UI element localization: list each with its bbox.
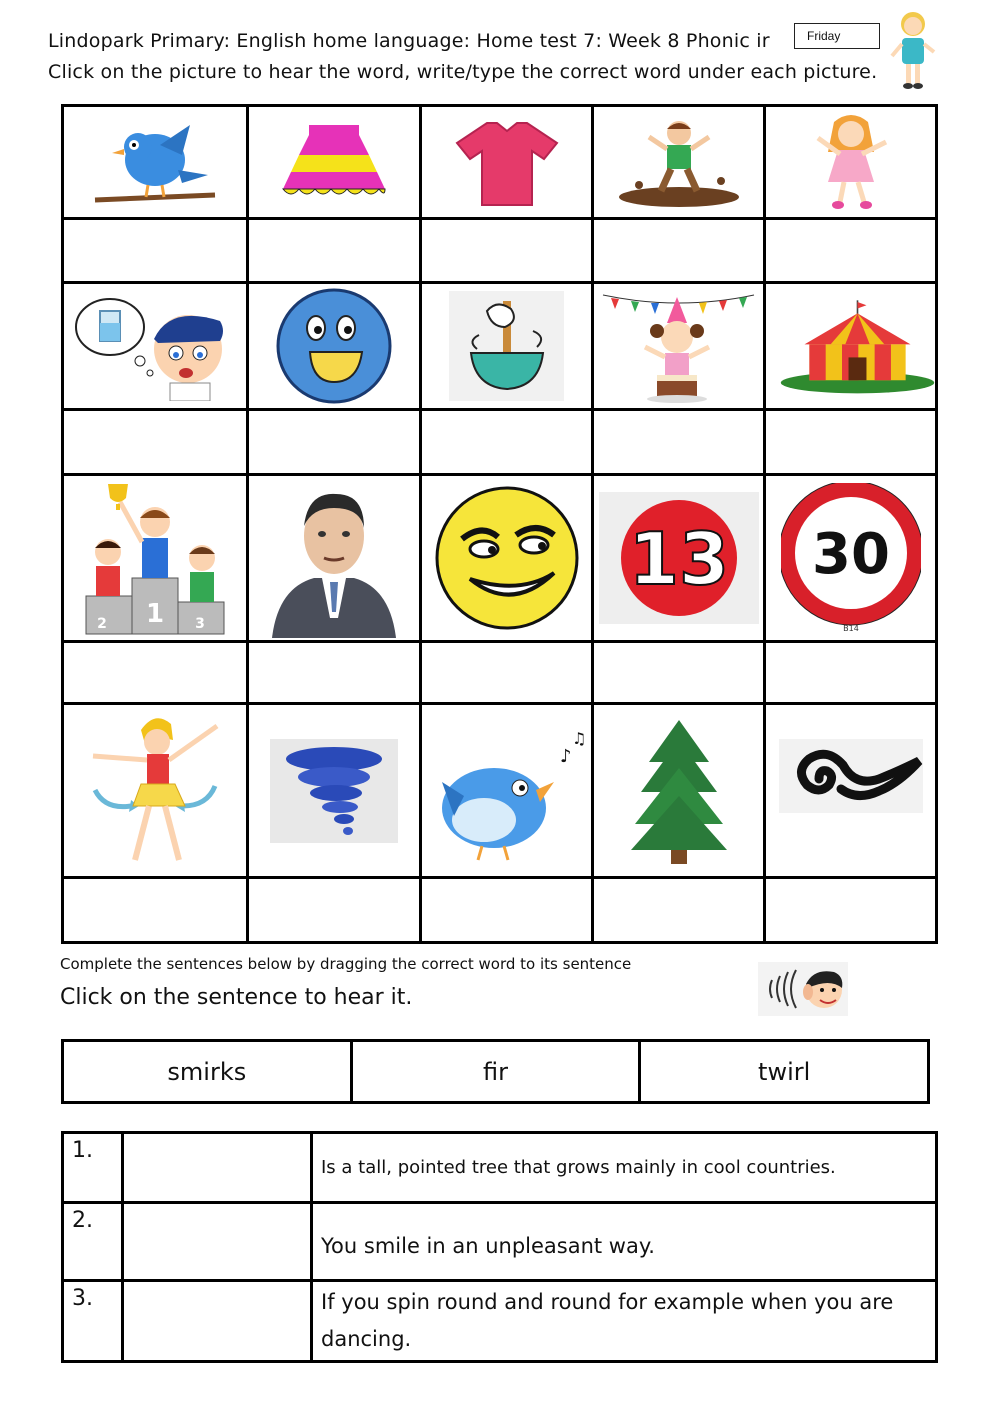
- thirsty-boy-icon[interactable]: [64, 284, 246, 408]
- answer-box[interactable]: [766, 643, 935, 702]
- thirty-sign-icon[interactable]: [766, 476, 935, 640]
- drag-instruction: Complete the sentences below by dragging the correct word to its sentence: [60, 955, 632, 973]
- thirteen-label: 13: [628, 517, 729, 601]
- first-place-podium-icon[interactable]: [64, 476, 246, 640]
- answer-box[interactable]: [594, 879, 763, 941]
- sign-code-label: B14: [842, 624, 859, 633]
- sentence-number: 3.: [64, 1282, 124, 1360]
- sentence-text[interactable]: If you spin round and round for example when you are dancing.: [321, 1290, 894, 1351]
- answer-box[interactable]: [64, 220, 246, 281]
- answer-box[interactable]: [766, 220, 935, 281]
- answer-box[interactable]: [64, 643, 246, 702]
- sentence-row: [64, 1134, 935, 1201]
- svg-text:♪: ♪: [560, 745, 572, 767]
- stir-bowl-icon[interactable]: [422, 284, 591, 408]
- answer-box[interactable]: [249, 879, 419, 941]
- answer-box[interactable]: [422, 879, 591, 941]
- sentence-row: [64, 1282, 935, 1360]
- word-bank: [61, 1039, 930, 1104]
- birthday-girl-icon[interactable]: [594, 284, 763, 408]
- drop-target[interactable]: [124, 1134, 313, 1201]
- answer-box[interactable]: [422, 220, 591, 281]
- sentence-text[interactable]: You smile in an unpleasant way.: [321, 1234, 655, 1259]
- thirteen-sign-icon[interactable]: [594, 476, 763, 640]
- twirl-dancer-icon[interactable]: [64, 705, 246, 876]
- answer-box[interactable]: [249, 411, 419, 473]
- circle-face-icon[interactable]: [249, 284, 419, 408]
- thirty-label: 30: [811, 522, 890, 587]
- word-bank-item[interactable]: twirl: [758, 1057, 811, 1086]
- answer-box[interactable]: [594, 220, 763, 281]
- teacher-icon: [888, 8, 938, 92]
- svg-text:1: 1: [145, 599, 165, 629]
- sentence-table: [61, 1131, 938, 1363]
- whirlwind-icon[interactable]: [249, 705, 419, 876]
- sentence-row: [64, 1204, 935, 1279]
- skirt-icon[interactable]: [249, 107, 419, 217]
- drop-target[interactable]: [124, 1282, 313, 1360]
- chirping-bird-icon[interactable]: [422, 705, 591, 876]
- sentence-number: 1.: [64, 1134, 124, 1201]
- svg-text:3: 3: [195, 616, 205, 632]
- answer-box[interactable]: [64, 879, 246, 941]
- svg-text:♫: ♫: [572, 728, 587, 748]
- circus-tent-icon[interactable]: [766, 284, 935, 408]
- answer-box[interactable]: [64, 411, 246, 473]
- worksheet-instruction: Click on the picture to hear the word, write/type the correct word under each picture.: [48, 61, 878, 83]
- listening-ear-icon: [758, 962, 848, 1016]
- sentence-number: 2.: [64, 1204, 124, 1279]
- answer-box[interactable]: [249, 643, 419, 702]
- answer-box[interactable]: [766, 411, 935, 473]
- shirt-icon[interactable]: [422, 107, 591, 217]
- dirty-boy-icon[interactable]: [594, 107, 763, 217]
- answer-box[interactable]: [422, 411, 591, 473]
- answer-box[interactable]: [766, 879, 935, 941]
- worksheet-title: Lindopark Primary: English home language: Home test 7: Week 8 Phonic ir: [48, 30, 770, 52]
- listen-instruction: Click on the sentence to hear it.: [60, 985, 413, 1010]
- word-bank-item[interactable]: fir: [353, 1042, 642, 1101]
- drop-target[interactable]: [124, 1204, 313, 1279]
- answer-box[interactable]: [422, 643, 591, 702]
- smirk-face-icon[interactable]: [422, 476, 591, 640]
- answer-box[interactable]: [594, 411, 763, 473]
- picture-grid: [61, 104, 938, 944]
- svg-text:2: 2: [97, 616, 107, 632]
- answer-box[interactable]: [594, 643, 763, 702]
- swirl-icon[interactable]: [766, 705, 935, 876]
- word-bank-item[interactable]: smirks: [64, 1042, 353, 1101]
- girl-icon[interactable]: [766, 107, 935, 217]
- sentence-text[interactable]: Is a tall, pointed tree that grows mainly in cool countries.: [321, 1156, 836, 1178]
- day-field[interactable]: Friday: [794, 23, 880, 49]
- answer-box[interactable]: [249, 220, 419, 281]
- sir-portrait-icon[interactable]: [249, 476, 419, 640]
- fir-tree-icon[interactable]: [594, 705, 763, 876]
- bird-icon[interactable]: [64, 107, 246, 217]
